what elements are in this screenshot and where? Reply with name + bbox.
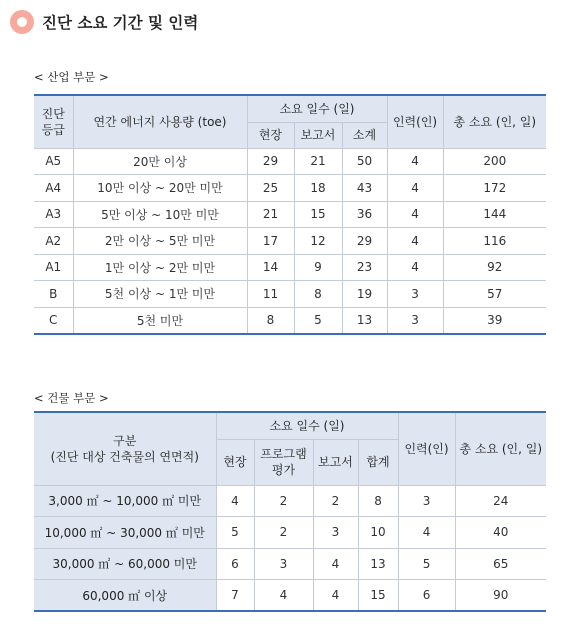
staff-cell: 3 [387, 281, 443, 308]
site-days-cell: 21 [247, 201, 294, 228]
category-cell: 60,000 ㎡ 이상 [34, 580, 216, 612]
staff-cell: 4 [387, 148, 443, 175]
table-row [34, 485, 546, 517]
total-cell: 57 [443, 281, 546, 308]
grade-cell: A5 [34, 148, 73, 175]
header-total: 총 소요 (인, 일) [443, 95, 546, 148]
staff-cell: 4 [387, 201, 443, 228]
site-days-cell: 11 [247, 281, 294, 308]
category-cell: 30,000 ㎡ ~ 60,000 미만 [34, 548, 216, 580]
circle-bullet-icon [10, 10, 34, 34]
header-category: 구분 (진단 대상 건축물의 연면적) [34, 412, 216, 485]
building-section-label: < 건물 부문 > [34, 391, 109, 405]
table-row [34, 580, 546, 612]
table-row [34, 548, 546, 580]
grade-cell: A4 [34, 175, 73, 202]
subtotal-cell: 19 [342, 281, 387, 308]
table-row [34, 148, 546, 175]
staff-cell: 5 [398, 548, 455, 580]
site-days-cell: 17 [247, 228, 294, 255]
subtotal-cell: 29 [342, 228, 387, 255]
building-table [34, 411, 546, 612]
total-cell: 200 [443, 148, 546, 175]
site-days-cell: 4 [216, 485, 254, 517]
total-cell: 92 [443, 254, 546, 281]
report-days-cell: 9 [294, 254, 342, 281]
program-days-cell: 2 [254, 485, 313, 517]
staff-cell: 4 [398, 517, 455, 549]
header-subtotal: 소계 [342, 122, 387, 148]
staff-cell: 3 [398, 485, 455, 517]
program-days-cell: 2 [254, 517, 313, 549]
grade-cell: C [34, 307, 73, 334]
energy-usage-cell: 2만 이상 ~ 5만 미만 [73, 228, 247, 255]
header-site: 현장 [216, 439, 254, 485]
industry-section-label: < 산업 부문 > [34, 70, 109, 84]
category-cell: 3,000 ㎡ ~ 10,000 ㎡ 미만 [34, 485, 216, 517]
header-sum: 합계 [358, 439, 398, 485]
total-cell: 39 [443, 307, 546, 334]
program-days-cell: 4 [254, 580, 313, 612]
report-days-cell: 2 [313, 485, 358, 517]
report-days-cell: 12 [294, 228, 342, 255]
staff-cell: 4 [387, 254, 443, 281]
site-days-cell: 8 [247, 307, 294, 334]
header-site: 현장 [247, 122, 294, 148]
total-cell: 65 [455, 548, 546, 580]
header-required-days: 소요 일수 (일) [247, 95, 387, 122]
header-report: 보고서 [294, 122, 342, 148]
subtotal-cell: 36 [342, 201, 387, 228]
site-days-cell: 14 [247, 254, 294, 281]
subtotal-cell: 23 [342, 254, 387, 281]
report-days-cell: 8 [294, 281, 342, 308]
report-days-cell: 18 [294, 175, 342, 202]
table-row [34, 254, 546, 281]
report-days-cell: 21 [294, 148, 342, 175]
header-total: 총 소요 (인, 일) [455, 412, 546, 485]
header-report: 보고서 [313, 439, 358, 485]
total-cell: 172 [443, 175, 546, 202]
report-days-cell: 4 [313, 580, 358, 612]
program-days-cell: 3 [254, 548, 313, 580]
energy-usage-cell: 5천 미만 [73, 307, 247, 334]
report-days-cell: 15 [294, 201, 342, 228]
energy-usage-cell: 1만 이상 ~ 2만 미만 [73, 254, 247, 281]
table-row [34, 175, 546, 202]
table-row [34, 517, 546, 549]
sum-cell: 13 [358, 548, 398, 580]
energy-usage-cell: 5천 이상 ~ 1만 미만 [73, 281, 247, 308]
site-days-cell: 29 [247, 148, 294, 175]
site-days-cell: 25 [247, 175, 294, 202]
page-title: 진단 소요 기간 및 인력 [42, 14, 199, 32]
energy-usage-cell: 5만 이상 ~ 10만 미만 [73, 201, 247, 228]
site-days-cell: 5 [216, 517, 254, 549]
header-grade: 진단 등급 [34, 95, 73, 148]
total-cell: 116 [443, 228, 546, 255]
staff-cell: 3 [387, 307, 443, 334]
subtotal-cell: 50 [342, 148, 387, 175]
header-required-days: 소요 일수 (일) [216, 412, 398, 439]
sum-cell: 15 [358, 580, 398, 612]
header-staff: 인력(인) [398, 412, 455, 485]
total-cell: 24 [455, 485, 546, 517]
staff-cell: 4 [387, 175, 443, 202]
report-days-cell: 4 [313, 548, 358, 580]
grade-cell: A2 [34, 228, 73, 255]
page-title-row [10, 10, 198, 34]
table-row [34, 281, 546, 308]
total-cell: 40 [455, 517, 546, 549]
subtotal-cell: 13 [342, 307, 387, 334]
sum-cell: 8 [358, 485, 398, 517]
staff-cell: 4 [387, 228, 443, 255]
site-days-cell: 6 [216, 548, 254, 580]
category-cell: 10,000 ㎡ ~ 30,000 ㎡ 미만 [34, 517, 216, 549]
table-row [34, 228, 546, 255]
report-days-cell: 3 [313, 517, 358, 549]
report-days-cell: 5 [294, 307, 342, 334]
grade-cell: A1 [34, 254, 73, 281]
energy-usage-cell: 10만 이상 ~ 20만 미만 [73, 175, 247, 202]
table-row [34, 307, 546, 334]
energy-usage-cell: 20만 이상 [73, 148, 247, 175]
subtotal-cell: 43 [342, 175, 387, 202]
grade-cell: B [34, 281, 73, 308]
industry-table [34, 94, 546, 335]
header-program-evaluation: 프로그램 평가 [254, 439, 313, 485]
total-cell: 90 [455, 580, 546, 612]
staff-cell: 6 [398, 580, 455, 612]
header-staff: 인력(인) [387, 95, 443, 148]
grade-cell: A3 [34, 201, 73, 228]
site-days-cell: 7 [216, 580, 254, 612]
sum-cell: 10 [358, 517, 398, 549]
header-energy-usage: 연간 에너지 사용량 (toe) [73, 95, 247, 148]
total-cell: 144 [443, 201, 546, 228]
table-row [34, 201, 546, 228]
